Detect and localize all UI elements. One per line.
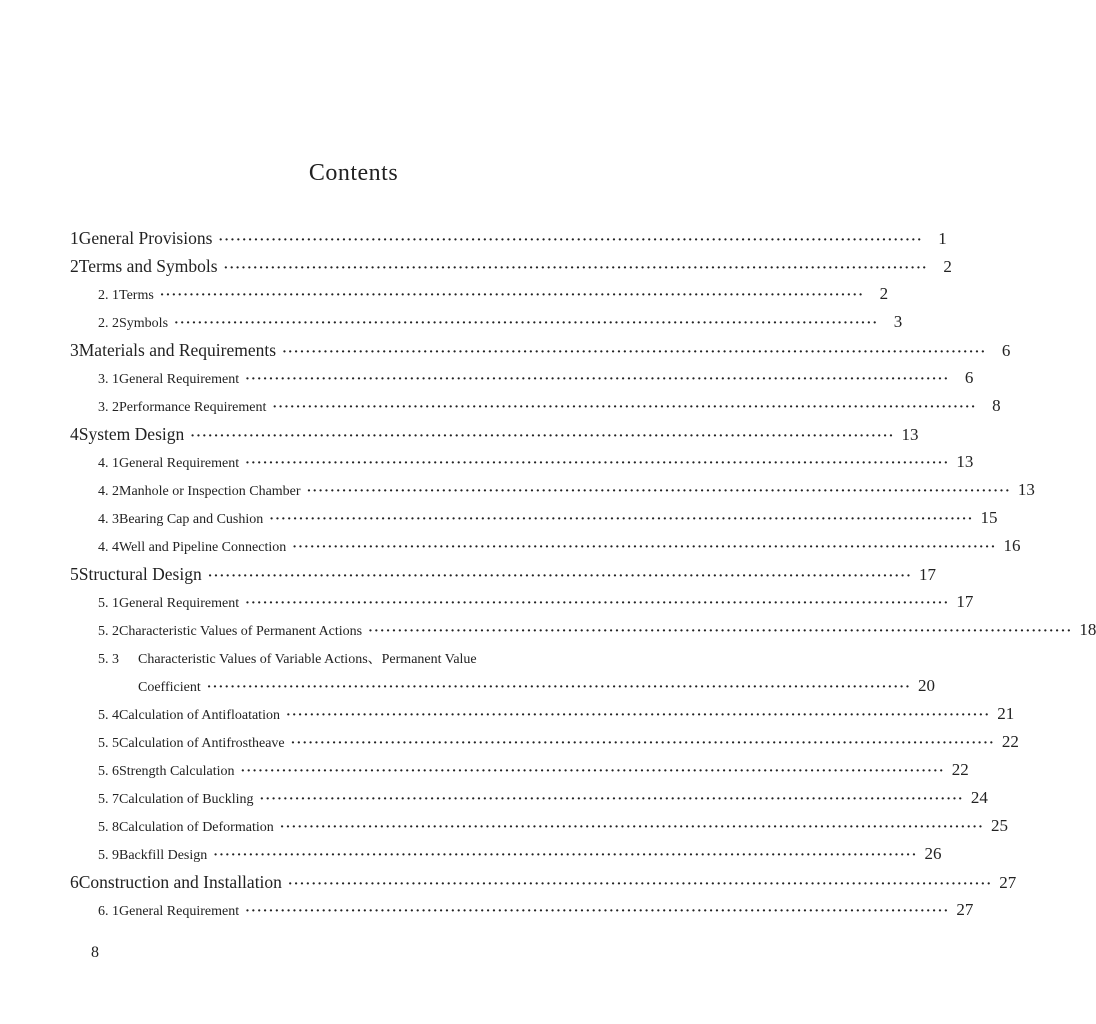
toc-entry-page: 22 [951,760,969,779]
dot-leader: ························································································································ [259,792,964,807]
toc-entry-page: 18 [1079,620,1096,639]
toc-section-entry[interactable] [98,844,942,872]
toc-entry-number: 5. 1 [98,596,119,611]
dot-leader: ························································································································ [206,680,912,695]
dot-leader: ························································································································ [285,708,991,723]
toc-entry-number: 5 [70,564,79,584]
toc-entry-title: Characteristic Values of Permanent Actions [119,624,363,639]
toc-entry-page: 13 [956,452,974,471]
dot-leader: ························································································································ [306,484,1011,499]
toc-section-entry[interactable] [98,592,974,620]
toc-entry-title: General Provisions [78,228,213,248]
dot-leader: ························································································································ [213,848,918,863]
dot-leader: ························································································································ [287,877,993,892]
toc-chapter-entry[interactable] [70,228,947,256]
toc-entry-title: General Requirement [119,904,240,919]
dot-leader: ························································································································ [218,233,923,248]
dot-leader: ························································································································ [269,512,974,527]
toc-entry-number: 5. 6 [98,764,119,779]
toc-entry-title: Calculation of Antifloatation [119,708,280,723]
toc-entry-page: 25 [991,816,1009,835]
dot-leader: ························································································································ [272,400,977,415]
toc-entry-page: 2 [943,257,952,276]
dot-leader: ························································································································ [240,764,945,779]
toc-entry-page: 17 [919,565,936,584]
toc-entry-page: 3 [893,312,903,331]
toc-section-entry[interactable] [98,480,1035,508]
toc-chapter-entry[interactable] [70,872,1017,900]
toc-section-entry[interactable] [98,284,889,312]
toc-entry-number: 2. 2 [98,316,119,331]
toc-entry-number: 2. 1 [98,288,119,303]
toc-chapter-entry[interactable] [70,340,1011,368]
toc-entry-title: Symbols [119,316,169,331]
toc-entry-number: 5. 7 [98,792,119,807]
toc-entry-number: 3 [70,340,79,360]
toc-entry-title: Characteristic Values of Variable Actions、Permanent Value [138,652,477,667]
toc-section-entry[interactable] [98,452,974,480]
dot-leader: ························································································································ [174,316,879,331]
toc-entry-page: 17 [956,592,974,611]
toc-entry-title: Strength Calculation [119,764,235,779]
toc-entry-number: 3. 1 [98,372,119,387]
toc-entry-title: Calculation of Deformation [119,820,274,835]
toc-entry-page: 15 [980,508,998,527]
toc-entry-title: Calculation of Buckling [119,792,254,807]
dot-leader: ························································································································ [245,456,950,471]
dot-leader: ························································································································ [245,904,950,919]
toc-section-entry[interactable] [98,732,1019,760]
toc-section-entry[interactable] [98,312,903,340]
toc-entry-number: 6 [70,872,79,892]
toc-section-entry[interactable] [98,760,969,788]
toc-entry-title: General Requirement [119,456,240,471]
dot-leader: ························································································································ [223,261,928,276]
toc-entry-number: 4. 1 [98,456,119,471]
toc-entry-title: General Requirement [119,372,240,387]
toc-section-entry[interactable] [98,508,998,536]
toc-entry-number: 4. 2 [98,484,119,499]
toc-entry-page: 21 [997,704,1015,723]
toc-entry-title: Manhole or Inspection Chamber [119,484,301,499]
toc-entry-number: 2 [70,256,79,276]
toc-section-entry[interactable] [98,396,1001,424]
toc-entry-title: System Design [78,424,185,444]
toc-entry-title: Well and Pipeline Connection [119,540,287,555]
toc-entry-title: Calculation of Antifrostheave [119,736,285,751]
toc-entry-number: 5. 5 [98,736,119,751]
dot-leader: ························································································································ [290,736,995,751]
toc-entry-title: Construction and Installation [78,872,282,892]
toc-section-entry[interactable] [98,816,1009,844]
page-number: 8 [91,944,99,961]
toc-entry-title: Performance Requirement [119,400,267,415]
toc-entry-page: 26 [924,844,942,863]
toc-chapter-entry[interactable] [70,256,952,284]
toc-section-entry[interactable] [98,536,1021,564]
toc-entry-number: 4 [70,424,79,444]
toc-entry-title-continuation: Coefficient [138,680,201,695]
dot-leader: ························································································································ [190,429,895,444]
dot-leader: ························································································································ [207,569,912,584]
dot-leader: ························································································································ [245,596,950,611]
toc-entry-title: Bearing Cap and Cushion [119,512,264,527]
toc-entry-number: 4. 4 [98,540,119,555]
toc-entry-page: 27 [956,900,974,919]
toc-entry-title: Structural Design [78,564,202,584]
toc-chapter-entry[interactable] [70,564,936,592]
toc-entry-page: 27 [999,873,1017,892]
dot-leader: ························································································································ [159,288,865,303]
toc-entry-number: 5. 3 [98,652,119,667]
toc-section-entry[interactable] [98,648,600,676]
toc-section-entry[interactable] [98,788,988,816]
dot-leader: ························································································································ [282,345,987,360]
toc-entry-number: 6. 1 [98,904,119,919]
toc-entry-page: 13 [1017,480,1035,499]
dot-leader: ························································································································ [279,820,985,835]
dot-leader: ························································································································ [292,540,997,555]
toc-section-entry-continuation[interactable] [138,676,936,704]
toc-entry-number: 4. 3 [98,512,119,527]
toc-section-entry[interactable] [98,620,1096,648]
toc-entry-title: Terms and Symbols [78,256,218,276]
toc-entry-page: 13 [901,425,919,444]
toc-chapter-entry[interactable] [70,424,919,452]
toc-entry-page: 6 [1001,341,1011,360]
toc-entry-number: 5. 8 [98,820,119,835]
toc-section-entry[interactable] [98,704,1015,732]
toc-entry-page: 8 [992,396,1001,415]
toc-entry-page: 6 [964,368,974,387]
toc-entry-number: 3. 2 [98,400,119,415]
toc-entry-title: Terms [119,288,154,303]
toc-entry-page: 2 [879,284,889,303]
toc-section-entry[interactable] [98,368,974,396]
toc-entry-page: 22 [1001,732,1019,751]
toc-entry-page: 1 [938,229,947,248]
toc-entry-number: 1 [70,228,79,248]
toc-entry-title: Backfill Design [119,848,208,863]
dot-leader: ························································································································ [368,624,1073,639]
toc-entry-title: Materials and Requirements [78,340,277,360]
page-title: Contents [308,160,399,186]
toc-entry-page: 20 [918,676,936,695]
toc-entry-page: 24 [970,788,988,807]
dot-leader: ························································································································ [245,372,950,387]
toc-entry-number: 5. 2 [98,624,119,639]
toc-section-entry[interactable] [98,900,974,928]
toc-entry-page: 16 [1003,536,1021,555]
toc-entry-title: General Requirement [119,596,240,611]
toc-entry-number: 5. 9 [98,848,119,863]
toc-entry-number: 5. 4 [98,708,119,723]
